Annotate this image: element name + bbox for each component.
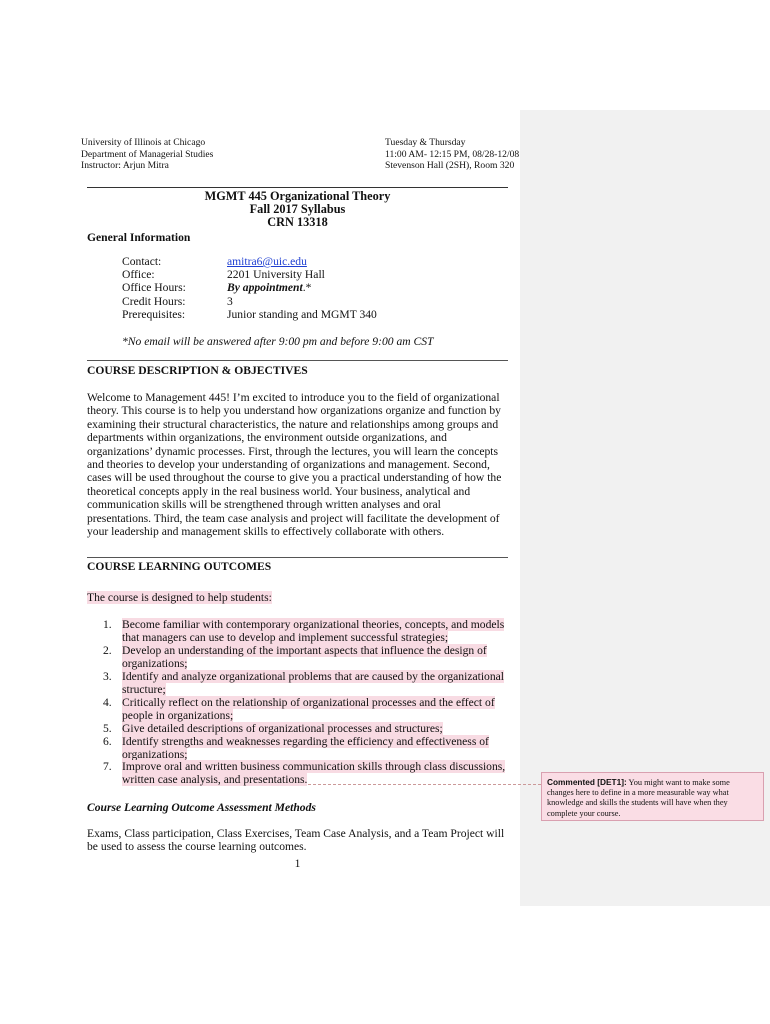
header-days: Tuesday & Thursday <box>385 137 466 148</box>
section-rule <box>87 360 508 361</box>
list-item-number: 4. <box>103 695 112 709</box>
description-line: theory. This course is to help you understand how organizations organize and function by <box>87 404 501 418</box>
list-item-text: Critically reflect on the relationship of organizational processes and the effect of <box>122 695 495 709</box>
credit-hours-value: 3 <box>227 294 233 308</box>
outcomes-intro <box>87 591 272 604</box>
office-value: 2201 University Hall <box>227 268 325 282</box>
credit-hours-label: Credit Hours: <box>122 294 186 308</box>
outcomes-list <box>87 619 517 787</box>
comment-label: Commented [DET1]: <box>547 777 627 787</box>
list-item <box>87 736 517 762</box>
assessment-heading: Course Learning Outcome Assessment Methods <box>87 801 316 814</box>
header-university: University of Illinois at Chicago <box>81 137 206 148</box>
list-item-text: Give detailed descriptions of organizational processes and structures; <box>122 721 443 735</box>
header-time: 11:00 AM- 12:15 PM, 08/28-12/08 <box>385 148 520 160</box>
description-line: communication skills will be strengthened through written analyses and oral <box>87 498 441 512</box>
list-item-text: Identify strengths and weaknesses regarding the efficiency and effectiveness of <box>122 734 489 748</box>
description-paragraph <box>87 391 517 538</box>
description-line: examining their structural characteristics, the nature and relationships among groups and <box>87 417 499 431</box>
header-location: Stevenson Hall (2SH), Room 320 <box>385 160 515 172</box>
description-line: your leadership and management skills to effectively collaborate with others. <box>87 525 445 539</box>
prerequisites-label: Prerequisites: <box>122 307 186 321</box>
list-item-text: written case analysis, and presentations. <box>122 773 308 787</box>
comment-connector-line <box>308 784 541 785</box>
header-left <box>81 137 213 172</box>
list-item-number: 3. <box>103 669 112 683</box>
general-info-heading: General Information <box>87 231 191 244</box>
list-item-text: organizations; <box>122 747 188 761</box>
list-item-number: 6. <box>103 734 112 748</box>
page-number: 1 <box>294 857 301 870</box>
list-item-number: 7. <box>103 760 112 774</box>
list-item-text: organizations; <box>122 656 188 670</box>
header-right <box>385 137 519 172</box>
list-item-text: Develop an understanding of the important aspects that influence the design of <box>122 643 487 657</box>
list-item-text: that managers can use to develop and implement successful strategies; <box>122 630 449 644</box>
description-line: and theories to develop your understanding of organizations and management. Second, <box>87 458 490 472</box>
outcomes-heading: COURSE LEARNING OUTCOMES <box>87 560 272 573</box>
description-line: presentations. Third, the team case analysis and project will facilitate the development of <box>87 511 500 525</box>
assessment-paragraph <box>87 827 517 854</box>
syllabus-title <box>0 190 595 230</box>
section-rule <box>87 557 508 558</box>
prerequisites-value: Junior standing and MGMT 340 <box>227 307 377 321</box>
list-item <box>87 619 517 645</box>
office-hours-value <box>227 281 377 294</box>
header-rule <box>87 187 508 188</box>
list-item-text: people in organizations; <box>122 708 234 722</box>
email-note: *No email will be answered after 9:00 pm and before 9:00 am CST <box>122 335 434 348</box>
assessment-line: Exams, Class participation, Class Exercises, Team Case Analysis, and a Team Project will <box>87 827 505 840</box>
list-item-text: structure; <box>122 682 166 696</box>
crn-title: CRN 13318 <box>267 215 328 230</box>
comment-text: You might want to make some changes here to define in a more measurable way what knowledge and skills the students will have when they complete your course. <box>547 778 730 818</box>
course-title: MGMT 445 Organizational Theory <box>204 189 391 203</box>
list-item-text: Become familiar with contemporary organizational theories, concepts, and models <box>122 618 505 631</box>
general-info-labels <box>122 255 186 321</box>
list-item <box>87 723 517 736</box>
contact-email-link[interactable]: amitra6@uic.edu <box>227 255 307 268</box>
list-item-number: 5. <box>103 721 112 735</box>
description-line: departments within organizations, the environment outside organizations, and <box>87 431 447 445</box>
general-info-values <box>227 255 377 321</box>
term-title: Fall 2017 Syllabus <box>249 202 346 217</box>
outcomes-intro-text: The course is designed to help students: <box>87 591 272 604</box>
list-item <box>87 697 517 723</box>
list-item-text: Identify and analyze organizational problems that are caused by the organizational <box>122 669 505 683</box>
list-item-number: 2. <box>103 643 112 657</box>
description-line: Welcome to Management 445! I’m excited to introduce you to the field of organizational <box>87 391 500 404</box>
office-hours-label: Office Hours: <box>122 281 186 295</box>
header-department: Department of Managerial Studies <box>81 148 214 160</box>
assessment-line: be used to assess the course learning outcomes. <box>87 840 307 854</box>
description-heading: COURSE DESCRIPTION & OBJECTIVES <box>87 364 308 377</box>
list-item-text: Improve oral and written business communication skills through class discussions, <box>122 760 506 774</box>
office-hours-suffix: .* <box>302 281 312 295</box>
office-hours-text: By appointment <box>227 281 303 295</box>
description-line: cases will be used throughout the course to give you a practical understanding of how the <box>87 471 502 485</box>
list-item <box>87 671 517 697</box>
contact-label: Contact: <box>122 255 162 268</box>
header-instructor: Instructor: Arjun Mitra <box>81 160 169 172</box>
description-line: organizations’ dynamic processes. First, through the lectures, you will learn the concepts <box>87 444 499 458</box>
list-item <box>87 645 517 671</box>
description-line: theoretical concepts apply in the real business world. Your business, analytical and <box>87 484 471 498</box>
comment-balloon[interactable] <box>541 772 764 821</box>
office-label: Office: <box>122 268 155 282</box>
list-item-number: 1. <box>103 618 112 631</box>
